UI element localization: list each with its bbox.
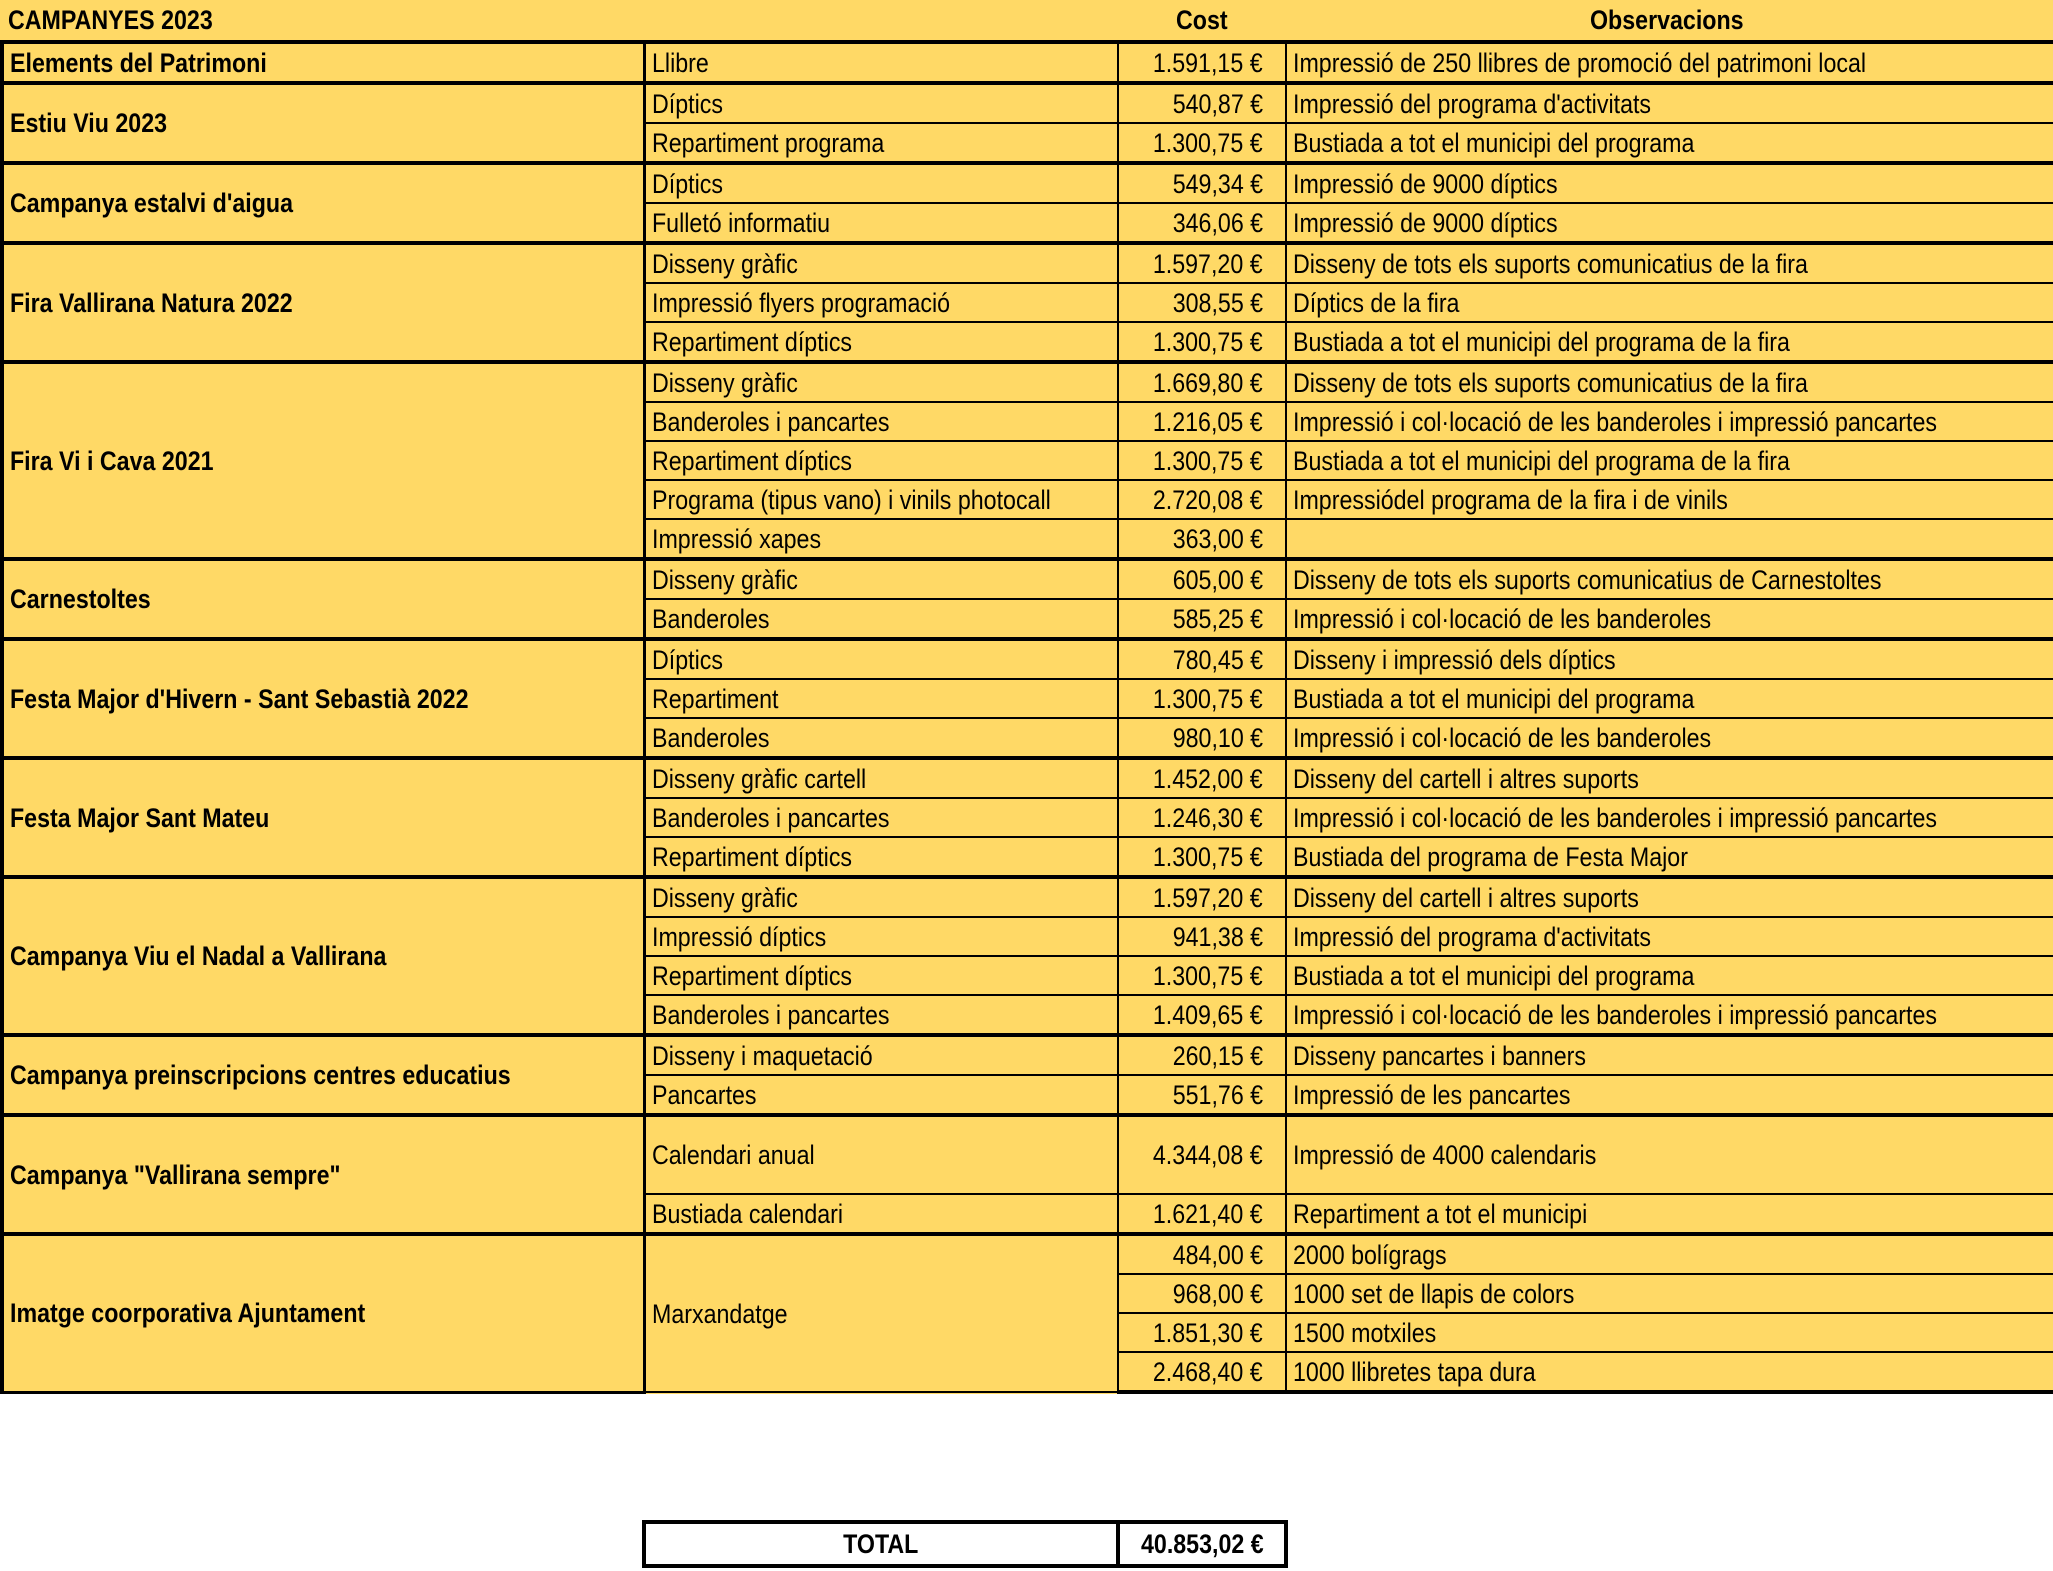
cost-cell: 585,25 € [1118, 599, 1286, 639]
cost-cell: 1.300,75 € [1118, 441, 1286, 480]
campaign-name: Fira Vi i Cava 2021 [2, 362, 644, 559]
observation-cell: Impressió i col·locació de les banderoles i impressió pancartes [1286, 798, 2053, 837]
concept-cell: Disseny gràfic [644, 362, 1118, 402]
table-row [2, 1115, 2053, 1194]
cost-cell: 968,00 € [1118, 1274, 1286, 1313]
concept-cell: Repartiment programa [644, 123, 1118, 163]
total-value: 40.853,02 € [1118, 1522, 1286, 1566]
table-row [2, 639, 2053, 679]
observation-cell: Díptics de la fira [1286, 283, 2053, 322]
campaign-name: Elements del Patrimoni [2, 42, 644, 83]
campaign-name: Imatge coorporativa Ajuntament [2, 1234, 644, 1392]
cost-cell: 540,87 € [1118, 83, 1286, 123]
table-row [2, 559, 2053, 599]
cost-cell: 549,34 € [1118, 163, 1286, 203]
table-row [2, 243, 2053, 283]
concept-cell: Banderoles i pancartes [644, 995, 1118, 1035]
observation-cell: Impressió de 4000 calendaris [1286, 1115, 2053, 1194]
concept-cell: Disseny gràfic [644, 559, 1118, 599]
concept-cell: Repartiment díptics [644, 837, 1118, 877]
cost-cell: 2.468,40 € [1118, 1352, 1286, 1392]
table-row [2, 42, 2053, 83]
cost-cell: 1.597,20 € [1118, 243, 1286, 283]
observation-cell: Impressió i col·locació de les banderoles i impressió pancartes [1286, 995, 2053, 1035]
cost-cell: 1.216,05 € [1118, 402, 1286, 441]
cost-cell: 605,00 € [1118, 559, 1286, 599]
table-row [2, 163, 2053, 203]
concept-cell: Disseny gràfic [644, 877, 1118, 917]
observation-cell: Bustiada a tot el municipi del programa [1286, 123, 2053, 163]
total-box [642, 1520, 1288, 1568]
cost-cell: 1.621,40 € [1118, 1194, 1286, 1234]
observation-cell: Bustiada a tot el municipi del programa [1286, 679, 2053, 718]
cost-cell: 980,10 € [1118, 718, 1286, 758]
cost-cell: 1.409,65 € [1118, 995, 1286, 1035]
observation-cell: Impressió i col·locació de les banderoles i impressió pancartes [1286, 402, 2053, 441]
observation-cell: Impressió del programa d'activitats [1286, 917, 2053, 956]
concept-cell: Impressió xapes [644, 519, 1118, 559]
concept-cell: Impressió flyers programació [644, 283, 1118, 322]
cost-cell: 1.300,75 € [1118, 837, 1286, 877]
cost-cell: 551,76 € [1118, 1075, 1286, 1115]
total-label: TOTAL [644, 1522, 1118, 1566]
cost-cell: 1.300,75 € [1118, 679, 1286, 718]
concept-cell: Repartiment díptics [644, 956, 1118, 995]
concept-cell: Pancartes [644, 1075, 1118, 1115]
concept-cell: Impressió díptics [644, 917, 1118, 956]
observation-cell: Disseny del cartell i altres suports [1286, 877, 2053, 917]
observation-cell: 1500 motxiles [1286, 1313, 2053, 1352]
concept-cell: Díptics [644, 639, 1118, 679]
observations-column-header: Observacions [1590, 5, 1744, 35]
cost-cell: 1.300,75 € [1118, 123, 1286, 163]
cost-cell: 1.300,75 € [1118, 956, 1286, 995]
cost-cell: 1.597,20 € [1118, 877, 1286, 917]
cost-cell: 1.591,15 € [1118, 42, 1286, 83]
concept-cell: Díptics [644, 163, 1118, 203]
campaign-name: Fira Vallirana Natura 2022 [2, 243, 644, 362]
cost-cell: 1.669,80 € [1118, 362, 1286, 402]
campaign-name: Estiu Viu 2023 [2, 83, 644, 163]
observation-cell: Disseny de tots els suports comunicatius de Carnestoltes [1286, 559, 2053, 599]
cost-cell: 308,55 € [1118, 283, 1286, 322]
table-row [2, 83, 2053, 123]
table-row [2, 1035, 2053, 1075]
observation-cell: Impressió de 250 llibres de promoció del patrimoni local [1286, 42, 2053, 83]
concept-cell: Banderoles i pancartes [644, 798, 1118, 837]
cost-cell: 363,00 € [1118, 519, 1286, 559]
observation-cell: Impressió de 9000 díptics [1286, 203, 2053, 243]
observation-cell [1286, 519, 2053, 559]
table-row [2, 758, 2053, 798]
cost-cell: 1.246,30 € [1118, 798, 1286, 837]
observation-cell: Impressió del programa d'activitats [1286, 83, 2053, 123]
observation-cell: Disseny del cartell i altres suports [1286, 758, 2053, 798]
observation-cell: Bustiada a tot el municipi del programa [1286, 956, 2053, 995]
concept-cell: Llibre [644, 42, 1118, 83]
observation-cell: 1000 set de llapis de colors [1286, 1274, 2053, 1313]
observation-cell: Impressió i col·locació de les banderoles [1286, 718, 2053, 758]
concept-cell: Repartiment [644, 679, 1118, 718]
cost-cell: 4.344,08 € [1118, 1115, 1286, 1194]
table-row [2, 877, 2053, 917]
table-row [2, 1234, 2053, 1274]
campaign-name: Campanya preinscripcions centres educatius [2, 1035, 644, 1115]
cost-cell: 260,15 € [1118, 1035, 1286, 1075]
observation-cell: Bustiada a tot el municipi del programa de la fira [1286, 322, 2053, 362]
concept-cell: Disseny i maquetació [644, 1035, 1118, 1075]
cost-cell: 1.300,75 € [1118, 322, 1286, 362]
campaigns-table [0, 40, 2053, 1394]
cost-cell: 1.452,00 € [1118, 758, 1286, 798]
concept-cell: Marxandatge [644, 1234, 1118, 1392]
cost-cell: 941,38 € [1118, 917, 1286, 956]
cost-cell: 484,00 € [1118, 1234, 1286, 1274]
cost-cell: 2.720,08 € [1118, 480, 1286, 519]
observation-cell: Disseny pancartes i banners [1286, 1035, 2053, 1075]
observation-cell: Disseny de tots els suports comunicatius de la fira [1286, 362, 2053, 402]
observation-cell: Impressió de les pancartes [1286, 1075, 2053, 1115]
observation-cell: Impressió i col·locació de les banderoles [1286, 599, 2053, 639]
campaign-name: Campanya Viu el Nadal a Vallirana [2, 877, 644, 1035]
observation-cell: Disseny i impressió dels díptics [1286, 639, 2053, 679]
campaign-name: Campanya "Vallirana sempre" [2, 1115, 644, 1234]
cost-column-header: Cost [1176, 5, 1228, 35]
concept-cell: Programa (tipus vano) i vinils photocall [644, 480, 1118, 519]
concept-cell: Banderoles [644, 718, 1118, 758]
observation-cell: Impressió de 9000 díptics [1286, 163, 2053, 203]
cost-cell: 780,45 € [1118, 639, 1286, 679]
concept-cell: Calendari anual [644, 1115, 1118, 1194]
header-row [0, 0, 2053, 40]
campaign-name: Campanya estalvi d'aigua [2, 163, 644, 243]
concept-cell: Bustiada calendari [644, 1194, 1118, 1234]
cost-cell: 1.851,30 € [1118, 1313, 1286, 1352]
campaign-name: Festa Major Sant Mateu [2, 758, 644, 877]
concept-cell: Fulletó informatiu [644, 203, 1118, 243]
observation-cell: Disseny de tots els suports comunicatius de la fira [1286, 243, 2053, 283]
concept-cell: Disseny gràfic cartell [644, 758, 1118, 798]
concept-cell: Banderoles i pancartes [644, 402, 1118, 441]
concept-cell: Banderoles [644, 599, 1118, 639]
observation-cell: Bustiada del programa de Festa Major [1286, 837, 2053, 877]
concept-cell: Repartiment díptics [644, 441, 1118, 480]
cost-cell: 346,06 € [1118, 203, 1286, 243]
sheet-title: CAMPANYES 2023 [8, 5, 213, 35]
concept-cell: Díptics [644, 83, 1118, 123]
observation-cell: Bustiada a tot el municipi del programa de la fira [1286, 441, 2053, 480]
observation-cell: Impressiódel programa de la fira i de vinils [1286, 480, 2053, 519]
observation-cell: 1000 llibretes tapa dura [1286, 1352, 2053, 1392]
concept-cell: Disseny gràfic [644, 243, 1118, 283]
table-row [2, 362, 2053, 402]
observation-cell: Repartiment a tot el municipi [1286, 1194, 2053, 1234]
concept-cell: Repartiment díptics [644, 322, 1118, 362]
observation-cell: 2000 bolígrags [1286, 1234, 2053, 1274]
campaign-name: Carnestoltes [2, 559, 644, 639]
campaign-name: Festa Major d'Hivern - Sant Sebastià 2022 [2, 639, 644, 758]
